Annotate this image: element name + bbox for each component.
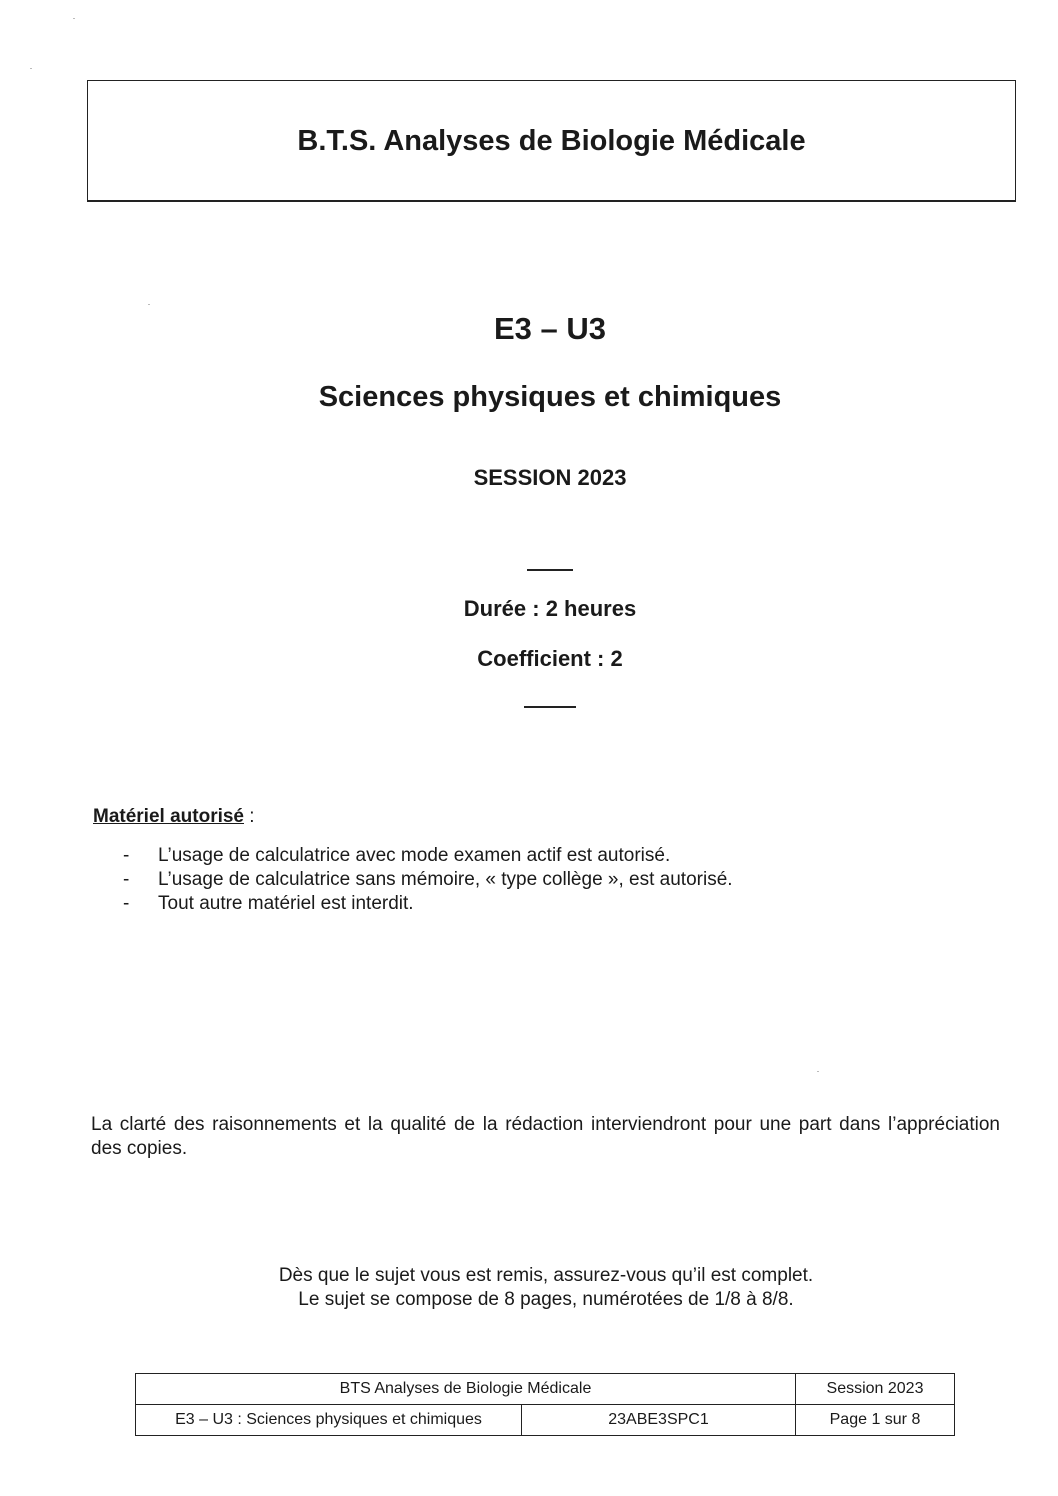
materiel-suffix: :	[244, 806, 255, 827]
table-row	[136, 1374, 955, 1405]
footer-exam: E3 – U3 : Sciences physiques et chimiques	[136, 1405, 522, 1436]
exam-coefficient: Coefficient : 2	[477, 646, 623, 671]
footer-program: BTS Analyses de Biologie Médicale	[136, 1374, 796, 1405]
materiel-heading	[93, 806, 255, 828]
exam-session: SESSION 2023	[473, 465, 627, 490]
divider-top	[527, 569, 573, 571]
header-box	[87, 80, 1016, 202]
exam-subject: Sciences physiques et chimiques	[318, 381, 782, 413]
header-title: B.T.S. Analyses de Biologie Médicale	[297, 125, 806, 157]
notice-line-1: Dès que le sujet vous est remis, assurez-vous qu’il est complet.	[278, 1265, 814, 1286]
footer-session: Session 2023	[796, 1374, 955, 1405]
materiel-title: Matériel autorisé	[93, 806, 244, 827]
clarte-paragraph: La clarté des raisonnements et la qualité de la rédaction interviendront pour une part dans l’appréciation des copies.	[91, 1114, 1000, 1159]
list-item: - Tout autre matériel est interdit.	[123, 892, 733, 916]
divider-bottom	[524, 706, 576, 708]
footer-page: Page 1 sur 8	[796, 1405, 955, 1436]
footer-code: 23ABE3SPC1	[522, 1405, 796, 1436]
table-row	[136, 1405, 955, 1436]
footer-table	[135, 1373, 955, 1436]
list-item: - L’usage de calculatrice avec mode examen actif est autorisé.	[123, 844, 733, 868]
exam-duration: Durée : 2 heures	[463, 596, 637, 621]
notice-line-2: Le sujet se compose de 8 pages, numérotées de 1/8 à 8/8.	[298, 1289, 794, 1310]
exam-code: E3 – U3	[493, 311, 606, 346]
materiel-list	[123, 844, 733, 916]
list-item: - L’usage de calculatrice sans mémoire, « type collège », est autorisé.	[123, 868, 733, 892]
